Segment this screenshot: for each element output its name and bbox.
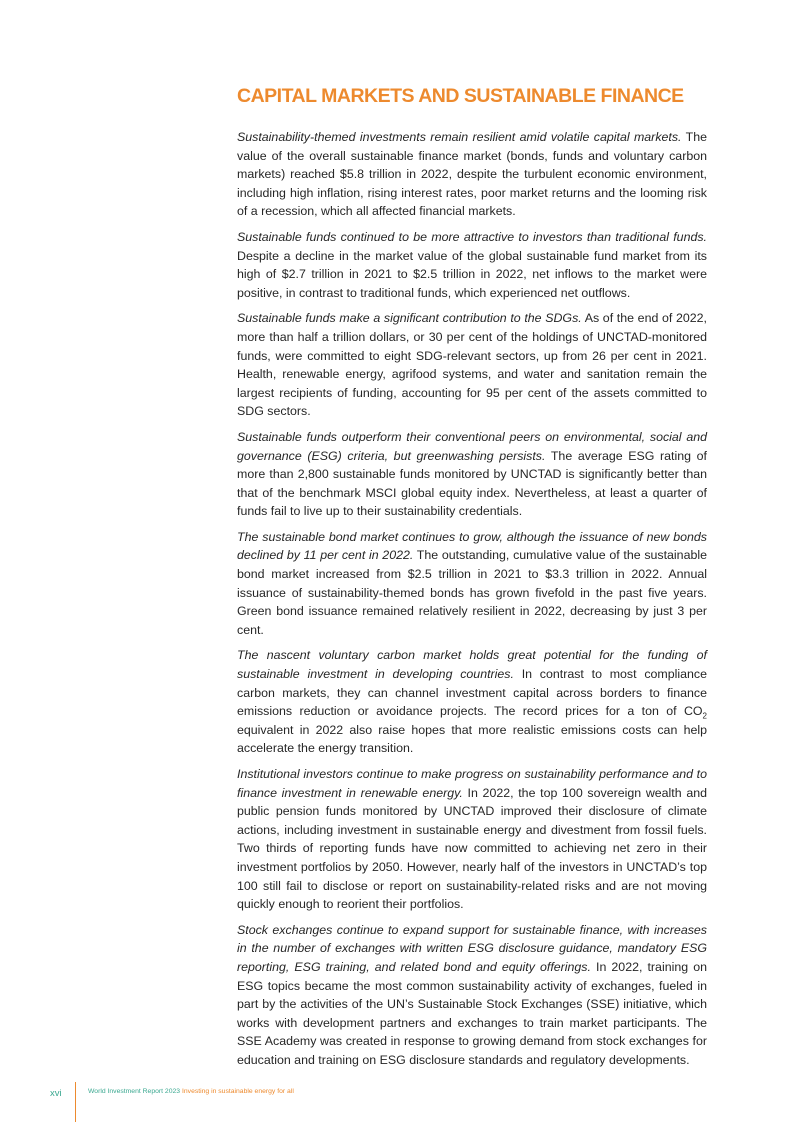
page-title: CAPITAL MARKETS AND SUSTAINABLE FINANCE [237,85,684,107]
footer-report-subtitle: Investing in sustainable energy for all [182,1088,294,1095]
paragraph-body-continued: equivalent in 2022 also raise hopes that more realistic emissions costs can help accelerate the energy transition. [237,722,707,756]
paragraph-body: The value of the overall sustainable finance market (bonds, funds and voluntary carbon markets) reached $5.8 trillion in 2022, despite the turbulent economic environment, including high inflation, rising interest rates, poor market returns and the looming risk of a recession, which all affected financial markets. [237,130,707,219]
paragraph-lead: Stock exchanges continue to expand support for sustainable finance, with increases in the number of exchanges with written ESG disclosure guidance, mandatory ESG reporting, ESG training, and related bond and equity offerings. [237,922,707,974]
paragraph-lead: Sustainable funds continued to be more attractive to investors than traditional funds. [237,229,707,244]
paragraph-body: The outstanding, cumulative value of the sustainable bond market increased from $2.5 trillion in 2021 to $3.3 trillion in 2022. Annual issuance of sustainability-themed bonds has grown fivefold in the past five years. Green bond issuance remained relatively resilient in 2022, decreasing by just 3 per cent. [237,548,707,637]
co2-subscript: 2 [702,711,707,721]
paragraph-body: In contrast to most compliance carbon markets, they can channel investment capital across borders to finance emissions reduction or avoidance projects. The record prices for a ton of CO [237,667,707,719]
paragraph-carbon-market [237,646,707,758]
paragraph-lead: Sustainability-themed investments remain resilient amid volatile capital markets. [237,130,682,144]
paragraph-body: Despite a decline in the market value of the global sustainable fund market from its high of $2.7 trillion in 2021 to $2.5 trillion in 2022, net inflows to the market were positive, in contrast to traditional funds, which experienced net outflows. [237,248,707,300]
paragraph-lead: Sustainable funds outperform their conventional peers on environmental, social and governance (ESG) criteria, but greenwashing persists. [237,429,707,463]
paragraph-lead: Sustainable funds make a significant contribution to the SDGs. [237,311,582,326]
paragraph-stock-exchanges [237,921,707,1070]
paragraph-lead: The sustainable bond market continues to grow, although the issuance of new bonds declined by 11 per cent in 2022. [237,529,707,563]
paragraph-capital-markets [237,128,707,221]
paragraph-esg-criteria [237,428,707,521]
page-footer [0,1080,793,1122]
paragraph-sdg-contribution [237,309,707,421]
paragraph-body: In 2022, the top 100 sovereign wealth and public pension funds monitored by UNCTAD improved their disclosure of climate actions, including investment in sustainable energy and divestment from fossil fuels. Two thirds of reporting funds have now committed to achieving net zero in their investment portfolios by 2050. However, nearly half of the investors in UNCTAD’s top 100 still fail to disclose or report on sustainability-related risks and are not moving quickly enough to reorient their portfolios. [237,785,707,912]
body-text [237,128,707,1077]
footer-divider [75,1082,76,1122]
paragraph-lead: The nascent voluntary carbon market holds great potential for the funding of sustainable investment in developing countries. [237,648,707,682]
page-number: xvi [50,1088,62,1099]
paragraph-body: The average ESG rating of more than 2,800 sustainable funds monitored by UNCTAD is significantly better than that of the benchmark MSCI global equity index. Nevertheless, at least a quarter of funds fail to live up to their sustainability credentials. [237,448,707,519]
footer-report-title: World Investment Report 2023 [88,1088,181,1095]
paragraph-body: In 2022, training on ESG topics became the most common sustainability activity of exchanges, fueled in part by the activities of the UN’s Sustainable Stock Exchanges (SSE) initiative, which works with development partners and exchanges to train market participants. The SSE Academy was created in response to growing demand from stock exchanges for education and training on ESG disclosure standards and regulatory developments. [237,959,707,1067]
paragraph-body: As of the end of 2022, more than half a trillion dollars, or 30 per cent of the holdings of UNCTAD-monitored funds, were committed to eight SDG-relevant sectors, up from 26 per cent in 2021. Health, renewable energy, agrifood systems, and water and sanitation remain the largest recipients of funding, accounting for 95 per cent of the assets committed to SDG sectors. [237,311,708,419]
paragraph-institutional-investors [237,765,707,914]
paragraph-lead: Institutional investors continue to make progress on sustainability performance and to finance investment in renewable energy. [237,767,707,800]
paragraph-sustainable-funds [237,228,707,302]
paragraph-bond-market [237,528,707,640]
